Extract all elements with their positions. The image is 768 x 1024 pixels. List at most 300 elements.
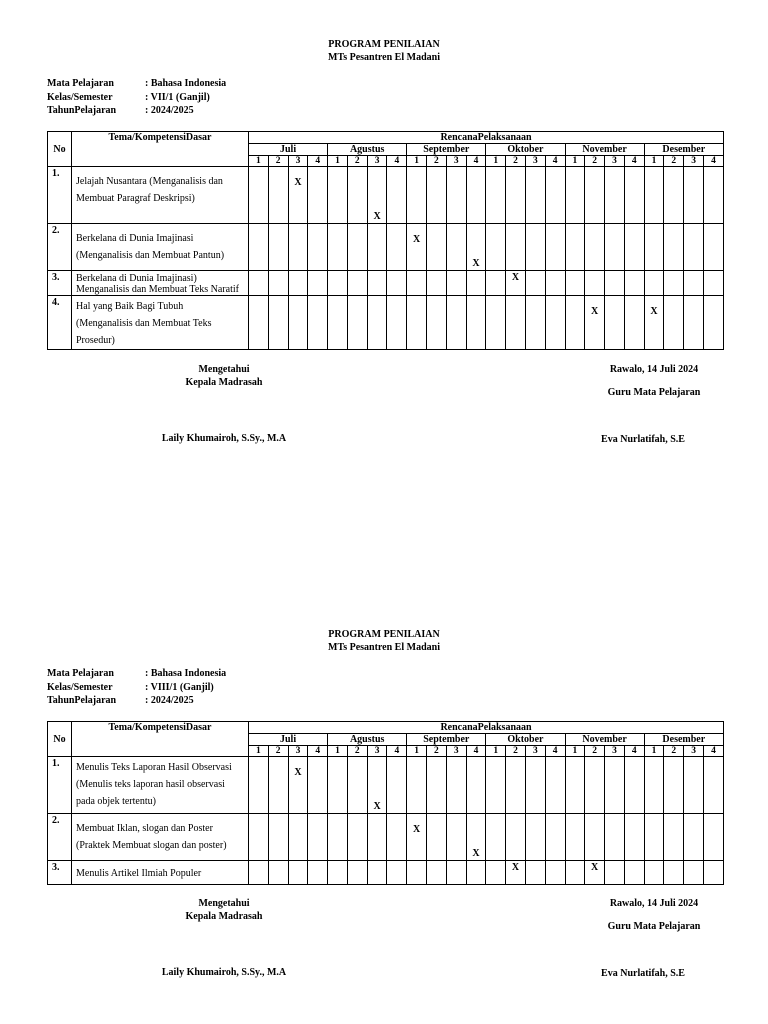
acknowledged-label: Mengetahui <box>198 364 250 375</box>
subject-info <box>47 667 226 708</box>
month-header: Agustus <box>328 734 407 746</box>
info-value: : Bahasa Indonesia <box>145 78 227 89</box>
schedule-cell <box>486 296 506 350</box>
schedule-cell <box>585 296 605 350</box>
schedule-mark: X <box>650 306 658 317</box>
schedule-cell <box>367 861 387 885</box>
acknowledgement-block <box>159 898 289 923</box>
schedule-cell <box>407 271 427 296</box>
schedule-mark: X <box>511 862 520 873</box>
info-value: : Bahasa Indonesia <box>145 668 227 679</box>
info-value: : 2024/2025 <box>145 695 194 706</box>
schedule-cell <box>644 167 664 224</box>
schedule-mark: X <box>294 177 302 188</box>
schedule-cell <box>268 224 288 271</box>
schedule-cell <box>703 861 723 885</box>
schedule-cell <box>387 861 407 885</box>
table-row <box>48 861 724 885</box>
week-number: 1 <box>328 156 348 167</box>
schedule-cell <box>644 271 664 296</box>
schedule-cell <box>268 271 288 296</box>
schedule-cell <box>644 861 664 885</box>
schedule-cell <box>644 224 664 271</box>
topic-line: Menganalisis dan Membuat Teks Naratif <box>76 284 239 295</box>
teacher-title: Guru Mata Pelajaran <box>607 387 701 398</box>
schedule-cell <box>605 757 625 814</box>
schedule-cell <box>427 167 447 224</box>
schedule-cell <box>466 814 486 861</box>
week-number: 1 <box>249 156 269 167</box>
topic-cell <box>72 814 249 861</box>
schedule-cell <box>506 814 526 861</box>
topic-cell <box>72 271 249 296</box>
week-number: 2 <box>268 156 288 167</box>
week-number: 3 <box>288 746 308 757</box>
column-header-topic: Tema/KompetensiDasar <box>72 132 249 167</box>
topic-line: Menulis Artikel Ilmiah Populer <box>76 868 202 879</box>
schedule-cell <box>585 861 605 885</box>
week-number: 4 <box>387 156 407 167</box>
week-number: 3 <box>525 746 545 757</box>
schedule-cell <box>624 224 644 271</box>
schedule-cell <box>407 814 427 861</box>
schedule-mark: X <box>591 306 599 317</box>
schedule-cell <box>427 224 447 271</box>
schedule-cell <box>367 814 387 861</box>
week-number: 3 <box>288 156 308 167</box>
schedule-cell <box>506 271 526 296</box>
week-number: 4 <box>466 156 486 167</box>
schedule-mark: X <box>373 801 381 812</box>
table-row <box>48 167 724 224</box>
assessment-plan-table <box>47 131 724 350</box>
schedule-cell <box>347 271 367 296</box>
schedule-cell <box>446 296 466 350</box>
schedule-cell <box>605 296 625 350</box>
schedule-cell <box>387 296 407 350</box>
schedule-cell <box>288 167 308 224</box>
schedule-cell <box>466 757 486 814</box>
info-row-subject <box>47 77 226 91</box>
acknowledged-label: Mengetahui <box>198 898 250 909</box>
schedule-cell <box>249 167 269 224</box>
table-row <box>48 271 724 296</box>
row-number: 2. <box>48 814 72 861</box>
topic-line: pada objek tertentu) <box>76 796 156 807</box>
topic-cell <box>72 296 249 350</box>
schedule-cell <box>605 814 625 861</box>
schedule-cell <box>684 861 704 885</box>
schedule-cell <box>664 167 684 224</box>
schedule-cell <box>249 271 269 296</box>
schedule-cell <box>367 757 387 814</box>
column-header-no: No <box>48 132 72 167</box>
schedule-cell <box>565 757 585 814</box>
header-row <box>48 722 724 734</box>
schedule-cell <box>328 861 348 885</box>
row-number: 4. <box>48 296 72 350</box>
schedule-cell <box>644 296 664 350</box>
schedule-cell <box>347 296 367 350</box>
week-number: 2 <box>427 746 447 757</box>
schedule-mark: X <box>294 767 302 778</box>
column-header-plan: RencanaPelaksanaan <box>249 132 724 144</box>
schedule-cell <box>249 296 269 350</box>
week-number: 3 <box>367 156 387 167</box>
week-number: 4 <box>308 746 328 757</box>
schedule-cell <box>249 757 269 814</box>
topic-line: (Menganalisis dan Membuat Teks <box>76 318 212 329</box>
row-number: 1. <box>48 757 72 814</box>
schedule-cell <box>407 296 427 350</box>
month-header: September <box>407 144 486 156</box>
schedule-cell <box>407 861 427 885</box>
schedule-cell <box>328 757 348 814</box>
schedule-cell <box>268 167 288 224</box>
info-row-year <box>47 694 226 708</box>
topic-line: (Praktek Membuat slogan dan poster) <box>76 840 227 851</box>
column-header-no: No <box>48 722 72 757</box>
week-number: 1 <box>486 156 506 167</box>
topic-line: Berkelana di Dunia Imajinasi <box>76 233 194 244</box>
schedule-cell <box>288 861 308 885</box>
schedule-mark: X <box>472 258 480 269</box>
schedule-cell <box>684 271 704 296</box>
schedule-cell <box>347 167 367 224</box>
schedule-cell <box>565 224 585 271</box>
week-number: 2 <box>427 156 447 167</box>
topic-line: Membuat Paragraf Deskripsi) <box>76 193 195 204</box>
schedule-cell <box>585 224 605 271</box>
week-number: 2 <box>585 746 605 757</box>
schedule-cell <box>347 224 367 271</box>
topic-cell <box>72 167 249 224</box>
table-row <box>48 296 724 350</box>
schedule-cell <box>525 167 545 224</box>
schedule-cell <box>684 814 704 861</box>
info-label: Kelas/Semester <box>47 91 113 103</box>
table-row <box>48 757 724 814</box>
schedule-cell <box>427 271 447 296</box>
schedule-cell <box>545 861 565 885</box>
schedule-cell <box>387 757 407 814</box>
schedule-cell <box>664 861 684 885</box>
week-number: 4 <box>308 156 328 167</box>
topic-line: Berkelana di Dunia Imajinasi) <box>76 273 197 284</box>
week-number: 3 <box>446 746 466 757</box>
schedule-cell <box>288 757 308 814</box>
schedule-cell <box>308 861 328 885</box>
schedule-cell <box>624 861 644 885</box>
schedule-cell <box>703 167 723 224</box>
document-title: PROGRAM PENILAIAN <box>328 39 440 50</box>
schedule-cell <box>506 167 526 224</box>
month-header: November <box>565 734 644 746</box>
schedule-cell <box>605 224 625 271</box>
schedule-cell <box>308 814 328 861</box>
schedule-mark: X <box>413 234 421 245</box>
schedule-cell <box>565 861 585 885</box>
row-number: 2. <box>48 224 72 271</box>
schedule-cell <box>466 167 486 224</box>
schedule-cell <box>703 271 723 296</box>
assessment-plan-table <box>47 721 724 885</box>
topic-line: Hal yang Baik Bagi Tubuh <box>76 301 184 312</box>
schedule-cell <box>347 814 367 861</box>
schedule-cell <box>684 224 704 271</box>
week-number: 1 <box>486 746 506 757</box>
schedule-cell <box>525 296 545 350</box>
week-number: 1 <box>644 746 664 757</box>
schedule-mark: X <box>413 824 421 835</box>
schedule-cell <box>387 167 407 224</box>
row-number: 3. <box>48 271 72 296</box>
schedule-cell <box>268 814 288 861</box>
topic-line: Prosedur) <box>76 335 115 346</box>
schedule-cell <box>249 861 269 885</box>
schedule-cell <box>268 296 288 350</box>
schedule-cell <box>387 271 407 296</box>
week-number: 4 <box>387 746 407 757</box>
topic-line: (Menulis teks laporan hasil observasi <box>76 779 225 790</box>
week-number: 4 <box>624 156 644 167</box>
schedule-cell <box>249 814 269 861</box>
week-number: 2 <box>506 156 526 167</box>
schedule-cell <box>624 296 644 350</box>
schedule-cell <box>545 271 565 296</box>
acknowledgement-block <box>159 364 289 389</box>
info-label: Mata Pelajaran <box>47 78 114 89</box>
schedule-mark: X <box>373 211 381 222</box>
schedule-cell <box>506 861 526 885</box>
month-header: Desember <box>644 144 723 156</box>
week-number: 2 <box>268 746 288 757</box>
week-number: 3 <box>525 156 545 167</box>
schedule-cell <box>605 167 625 224</box>
place-date: Rawalo, 14 Juli 2024 <box>609 364 699 375</box>
schedule-cell <box>328 814 348 861</box>
schedule-cell <box>288 814 308 861</box>
school-name: MTs Pesantren El Madani <box>328 642 440 653</box>
schedule-cell <box>664 757 684 814</box>
info-label: TahunPelajaran <box>47 105 117 116</box>
schedule-cell <box>525 757 545 814</box>
week-number: 3 <box>605 156 625 167</box>
schedule-cell <box>624 757 644 814</box>
place-date: Rawalo, 14 Juli 2024 <box>609 898 699 909</box>
schedule-cell <box>525 861 545 885</box>
schedule-cell <box>565 271 585 296</box>
schedule-cell <box>446 757 466 814</box>
schedule-cell <box>288 224 308 271</box>
teacher-name: Eva Nurlatifah, S.E <box>601 434 685 445</box>
schedule-cell <box>427 296 447 350</box>
schedule-cell <box>525 271 545 296</box>
schedule-cell <box>525 224 545 271</box>
schedule-cell <box>308 224 328 271</box>
principal-name: Laily Khumairoh, S.Sy., M.A <box>161 433 287 444</box>
info-value: : VIII/1 (Ganjil) <box>145 681 214 693</box>
info-label: Kelas/Semester <box>47 681 113 693</box>
column-header-plan: RencanaPelaksanaan <box>249 722 724 734</box>
schedule-cell <box>367 167 387 224</box>
info-label: Mata Pelajaran <box>47 668 114 679</box>
week-number: 3 <box>446 156 466 167</box>
schedule-cell <box>367 296 387 350</box>
schedule-cell <box>387 814 407 861</box>
schedule-cell <box>565 814 585 861</box>
schedule-cell <box>644 757 664 814</box>
schedule-cell <box>308 296 328 350</box>
schedule-cell <box>347 861 367 885</box>
schedule-cell <box>703 224 723 271</box>
teacher-title: Guru Mata Pelajaran <box>607 921 701 932</box>
schedule-cell <box>308 757 328 814</box>
schedule-cell <box>684 296 704 350</box>
week-number: 1 <box>328 746 348 757</box>
week-number: 2 <box>506 746 526 757</box>
schedule-cell <box>249 224 269 271</box>
schedule-cell <box>367 224 387 271</box>
schedule-cell <box>328 271 348 296</box>
schedule-cell <box>525 814 545 861</box>
month-header: Agustus <box>328 144 407 156</box>
schedule-cell <box>506 296 526 350</box>
schedule-cell <box>288 271 308 296</box>
schedule-cell <box>486 224 506 271</box>
topic-line: Membuat Iklan, slogan dan Poster <box>76 823 213 834</box>
week-number: 1 <box>565 746 585 757</box>
schedule-cell <box>545 296 565 350</box>
week-number: 2 <box>664 746 684 757</box>
week-number: 1 <box>565 156 585 167</box>
week-number: 2 <box>347 746 367 757</box>
schedule-cell <box>268 861 288 885</box>
schedule-cell <box>486 861 506 885</box>
schedule-cell <box>565 167 585 224</box>
week-number: 3 <box>684 746 704 757</box>
table-row <box>48 224 724 271</box>
schedule-cell <box>605 271 625 296</box>
schedule-cell <box>308 271 328 296</box>
month-header: Oktober <box>486 734 565 746</box>
column-header-topic: Tema/KompetensiDasar <box>72 722 249 757</box>
info-value: : 2024/2025 <box>145 105 194 116</box>
topic-line: Jelajah Nusantara (Menganalisis dan <box>76 176 223 187</box>
topic-cell <box>72 757 249 814</box>
schedule-cell <box>466 224 486 271</box>
header-row <box>48 132 724 144</box>
week-number: 1 <box>407 746 427 757</box>
week-number: 2 <box>664 156 684 167</box>
schedule-cell <box>664 271 684 296</box>
week-number: 3 <box>367 746 387 757</box>
schedule-cell <box>427 861 447 885</box>
week-number: 1 <box>644 156 664 167</box>
week-number: 4 <box>466 746 486 757</box>
week-number: 4 <box>624 746 644 757</box>
row-number: 1. <box>48 167 72 224</box>
schedule-cell <box>446 224 466 271</box>
schedule-cell <box>427 814 447 861</box>
schedule-cell <box>624 814 644 861</box>
principal-title: Kepala Madrasah <box>185 376 263 388</box>
month-header: Juli <box>249 144 328 156</box>
schedule-cell <box>703 296 723 350</box>
week-number: 2 <box>347 156 367 167</box>
week-number: 3 <box>605 746 625 757</box>
week-number: 4 <box>545 156 565 167</box>
month-header: Desember <box>644 734 723 746</box>
week-number: 4 <box>703 746 723 757</box>
schedule-cell <box>466 271 486 296</box>
schedule-cell <box>486 757 506 814</box>
schedule-cell <box>545 757 565 814</box>
week-number: 1 <box>249 746 269 757</box>
schedule-cell <box>328 224 348 271</box>
schedule-cell <box>585 271 605 296</box>
info-value: : VII/1 (Ganjil) <box>145 91 210 103</box>
schedule-cell <box>446 861 466 885</box>
info-row-class <box>47 91 226 105</box>
week-number: 3 <box>684 156 704 167</box>
schedule-cell <box>268 757 288 814</box>
schedule-cell <box>684 167 704 224</box>
schedule-cell <box>486 271 506 296</box>
schedule-cell <box>605 861 625 885</box>
schedule-cell <box>486 814 506 861</box>
schedule-cell <box>703 757 723 814</box>
topic-line: Menulis Teks Laporan Hasil Observasi <box>76 762 232 773</box>
schedule-cell <box>545 224 565 271</box>
schedule-cell <box>407 224 427 271</box>
schedule-cell <box>427 757 447 814</box>
schedule-cell <box>585 814 605 861</box>
school-name: MTs Pesantren El Madani <box>328 52 440 63</box>
schedule-mark: X <box>472 848 480 859</box>
week-number: 4 <box>545 746 565 757</box>
schedule-cell <box>288 296 308 350</box>
schedule-cell <box>407 757 427 814</box>
schedule-cell <box>446 814 466 861</box>
schedule-cell <box>367 271 387 296</box>
info-row-class <box>47 681 226 695</box>
schedule-cell <box>446 167 466 224</box>
schedule-cell <box>624 271 644 296</box>
row-number: 3. <box>48 861 72 885</box>
schedule-cell <box>506 757 526 814</box>
week-number: 4 <box>703 156 723 167</box>
month-header: November <box>565 144 644 156</box>
schedule-cell <box>446 271 466 296</box>
week-number: 1 <box>407 156 427 167</box>
teacher-name: Eva Nurlatifah, S.E <box>601 968 685 979</box>
info-row-subject <box>47 667 226 681</box>
topic-line: (Menganalisis dan Membuat Pantun) <box>76 250 225 261</box>
info-label: TahunPelajaran <box>47 695 117 706</box>
schedule-cell <box>585 757 605 814</box>
schedule-cell <box>347 757 367 814</box>
schedule-cell <box>545 814 565 861</box>
topic-cell <box>72 861 249 885</box>
document-title: PROGRAM PENILAIAN <box>328 629 440 640</box>
schedule-cell <box>664 814 684 861</box>
schedule-cell <box>624 167 644 224</box>
month-header: Juli <box>249 734 328 746</box>
schedule-cell <box>545 167 565 224</box>
schedule-cell <box>684 757 704 814</box>
schedule-cell <box>486 167 506 224</box>
